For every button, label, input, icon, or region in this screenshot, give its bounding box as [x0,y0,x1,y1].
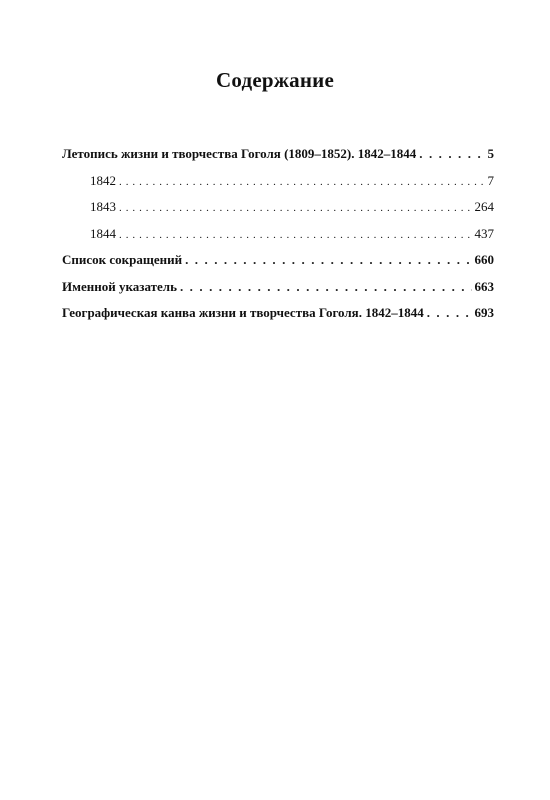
toc-entry-abbreviations[interactable] [62,252,494,279]
toc-entry-label: 1844 [90,225,116,241]
dot-leader [119,199,472,215]
toc-entry-label: Летопись жизни и творчества Гоголя (1809–1852). 1842–1844 [62,146,417,161]
toc-entry-chronicle[interactable] [62,146,494,173]
table-of-contents [62,146,494,332]
toc-entry-label: 1842 [90,172,116,188]
toc-page-number: 264 [474,199,494,214]
toc-page-number: 7 [487,172,494,188]
dot-leader [119,173,485,189]
toc-entry-1844[interactable] [62,226,494,253]
toc-entry-label: 1843 [90,199,116,214]
toc-entry-name-index[interactable] [62,279,494,306]
toc-page-number: 437 [474,225,494,241]
dot-leader [185,252,471,268]
toc-page-number: 693 [474,305,494,320]
toc-entry-label: Список сокращений [62,252,183,267]
toc-entry-1842[interactable] [62,173,494,200]
toc-entry-label: Географическая канва жизни и творчества Гоголя. 1842–1844 [62,305,424,320]
toc-page-number: 663 [474,278,494,294]
toc-entry-1843[interactable] [62,199,494,226]
dot-leader [119,226,472,242]
page-title: Содержание [216,68,334,92]
dot-leader [180,279,472,295]
toc-entry-label: Именной указатель [62,278,177,294]
toc-page-number: 660 [474,252,494,267]
toc-entry-geography[interactable] [62,305,494,332]
dot-leader [427,305,472,321]
toc-page-number: 5 [487,146,494,161]
dot-leader [419,146,484,162]
